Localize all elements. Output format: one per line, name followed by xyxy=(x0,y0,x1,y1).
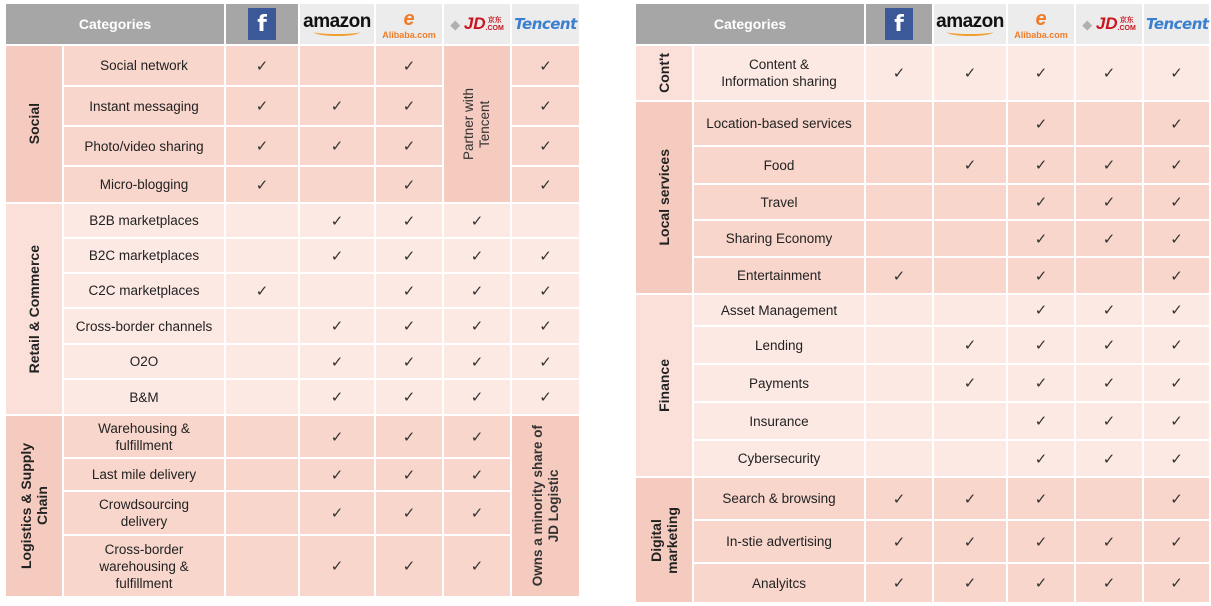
alibaba-wordmark: Alibaba.com xyxy=(382,30,436,40)
group-label: Logistics & Supply Chain xyxy=(18,442,50,569)
amazon-check: ✓ xyxy=(299,86,375,126)
tencent-check: ✓ xyxy=(511,379,580,415)
tencent-note-cell xyxy=(511,415,580,597)
jd-partner-note: Partner with Tencent xyxy=(461,87,493,161)
jd-logo-icon: JD xyxy=(463,14,486,33)
group-label: Cont't xyxy=(656,53,672,93)
jd-dog-icon: ◆ xyxy=(1082,17,1096,32)
tencent-check: ✓ xyxy=(511,308,580,344)
group-label-cell xyxy=(5,415,63,597)
facebook-check xyxy=(225,344,299,379)
category-label: Entertainment xyxy=(693,257,865,294)
amazon-check: ✓ xyxy=(933,520,1007,563)
amazon-check xyxy=(933,440,1007,477)
facebook-check xyxy=(225,458,299,491)
group-label-cell xyxy=(635,477,693,603)
table-row xyxy=(635,520,1210,563)
alibaba-check: ✓ xyxy=(1007,45,1075,101)
tencent-check xyxy=(511,203,580,238)
alibaba-check: ✓ xyxy=(375,308,443,344)
right-comparison-table xyxy=(634,2,1209,604)
jd-check: ✓ xyxy=(443,273,511,308)
group-label-cell xyxy=(635,101,693,294)
facebook-check xyxy=(865,220,933,257)
category-label: Lending xyxy=(693,326,865,364)
alibaba-check: ✓ xyxy=(375,458,443,491)
amazon-check xyxy=(933,294,1007,326)
table-row xyxy=(635,101,1210,146)
table-row xyxy=(635,477,1210,520)
group-label: Digital marketing xyxy=(648,506,680,574)
alibaba-check: ✓ xyxy=(1007,326,1075,364)
table-row xyxy=(635,364,1210,402)
alibaba-check: ✓ xyxy=(1007,477,1075,520)
table-row xyxy=(635,146,1210,184)
amazon-check: ✓ xyxy=(933,477,1007,520)
facebook-logo-icon: f xyxy=(248,8,276,40)
table-row xyxy=(635,45,1210,101)
jd-note-cell xyxy=(443,45,511,203)
category-label: Photo/video sharing xyxy=(63,126,225,166)
amazon-check: ✓ xyxy=(933,563,1007,603)
tencent-check: ✓ xyxy=(1143,563,1210,603)
alibaba-check: ✓ xyxy=(1007,440,1075,477)
tencent-check: ✓ xyxy=(1143,477,1210,520)
amazon-check: ✓ xyxy=(299,415,375,458)
category-label: Payments xyxy=(693,364,865,402)
facebook-logo-icon: f xyxy=(885,8,913,40)
category-label: Crowdsourcing delivery xyxy=(63,491,225,535)
jd-check xyxy=(1075,257,1143,294)
group-label-cell xyxy=(5,45,63,203)
facebook-check xyxy=(865,326,933,364)
jd-check: ✓ xyxy=(443,535,511,597)
facebook-check xyxy=(225,308,299,344)
facebook-check xyxy=(865,402,933,440)
alibaba-check: ✓ xyxy=(1007,364,1075,402)
amazon-check xyxy=(933,402,1007,440)
table-row xyxy=(5,203,580,238)
jd-check: ✓ xyxy=(443,203,511,238)
amazon-check: ✓ xyxy=(299,308,375,344)
group-label: Finance xyxy=(656,359,672,412)
facebook-check: ✓ xyxy=(865,563,933,603)
table-row xyxy=(635,326,1210,364)
alibaba-check: ✓ xyxy=(1007,563,1075,603)
amazon-check xyxy=(933,220,1007,257)
amazon-logo-icon: amazon xyxy=(936,10,1004,32)
jd-check: ✓ xyxy=(443,344,511,379)
tencent-check: ✓ xyxy=(511,86,580,126)
alibaba-check: ✓ xyxy=(375,535,443,597)
jd-check: ✓ xyxy=(1075,45,1143,101)
category-label: O2O xyxy=(63,344,225,379)
alibaba-check: ✓ xyxy=(1007,294,1075,326)
alibaba-check: ✓ xyxy=(1007,101,1075,146)
jd-check: ✓ xyxy=(1075,220,1143,257)
category-label: Micro-blogging xyxy=(63,166,225,203)
alibaba-header xyxy=(375,3,443,45)
tencent-check: ✓ xyxy=(1143,257,1210,294)
facebook-check: ✓ xyxy=(225,126,299,166)
alibaba-header xyxy=(1007,3,1075,45)
left-table xyxy=(4,2,581,598)
category-label: Location-based services xyxy=(693,101,865,146)
jd-check: ✓ xyxy=(1075,402,1143,440)
jd-check: ✓ xyxy=(443,379,511,415)
alibaba-check: ✓ xyxy=(1007,520,1075,563)
facebook-check xyxy=(865,294,933,326)
jd-check: ✓ xyxy=(443,491,511,535)
jd-check: ✓ xyxy=(1075,294,1143,326)
facebook-check: ✓ xyxy=(865,45,933,101)
amazon-check: ✓ xyxy=(933,364,1007,402)
facebook-check xyxy=(225,379,299,415)
group-label-cell xyxy=(635,45,693,101)
category-label: Travel xyxy=(693,184,865,220)
category-label: Asset Management xyxy=(693,294,865,326)
facebook-check xyxy=(225,415,299,458)
alibaba-check: ✓ xyxy=(1007,146,1075,184)
amazon-check xyxy=(299,273,375,308)
alibaba-check: ✓ xyxy=(375,86,443,126)
table-row xyxy=(5,344,580,379)
amazon-check: ✓ xyxy=(299,126,375,166)
jd-check: ✓ xyxy=(1075,364,1143,402)
group-label: Retail & Commerce xyxy=(26,244,42,374)
jd-subtext xyxy=(1118,17,1136,33)
table-row xyxy=(5,535,580,597)
tencent-check: ✓ xyxy=(1143,45,1210,101)
facebook-check xyxy=(225,238,299,273)
category-label: B2C marketplaces xyxy=(63,238,225,273)
header-row xyxy=(635,3,1210,45)
table-row xyxy=(635,257,1210,294)
amazon-header xyxy=(933,3,1007,45)
table-row xyxy=(635,220,1210,257)
amazon-check xyxy=(933,101,1007,146)
category-label: Food xyxy=(693,146,865,184)
category-label: B2B marketplaces xyxy=(63,203,225,238)
jd-check: ✓ xyxy=(443,238,511,273)
amazon-check: ✓ xyxy=(299,535,375,597)
facebook-check xyxy=(225,535,299,597)
tencent-check: ✓ xyxy=(511,166,580,203)
left-comparison-table xyxy=(4,2,579,598)
facebook-check: ✓ xyxy=(225,86,299,126)
group-label: Local services xyxy=(656,149,672,246)
jd-check: ✓ xyxy=(1075,563,1143,603)
table-row xyxy=(635,184,1210,220)
category-label: Cross-border warehousing & fulfillment xyxy=(63,535,225,597)
amazon-logo-icon: amazon xyxy=(303,10,371,32)
jd-check: ✓ xyxy=(1075,184,1143,220)
tencent-check: ✓ xyxy=(511,344,580,379)
amazon-check xyxy=(933,184,1007,220)
amazon-check: ✓ xyxy=(299,379,375,415)
amazon-check: ✓ xyxy=(299,491,375,535)
table-row xyxy=(635,563,1210,603)
category-label: Cross-border channels xyxy=(63,308,225,344)
table-row xyxy=(5,273,580,308)
table-row xyxy=(635,402,1210,440)
table-row xyxy=(5,45,580,86)
jd-check: ✓ xyxy=(1075,326,1143,364)
jd-check xyxy=(1075,477,1143,520)
group-label-cell xyxy=(5,203,63,415)
alibaba-check: ✓ xyxy=(1007,184,1075,220)
table-row xyxy=(635,294,1210,326)
tencent-check: ✓ xyxy=(1143,402,1210,440)
jd-check: ✓ xyxy=(1075,520,1143,563)
categories-label: Categories xyxy=(713,16,787,32)
facebook-header xyxy=(225,3,299,45)
category-label: Analyitcs xyxy=(693,563,865,603)
facebook-check xyxy=(225,203,299,238)
alibaba-check: ✓ xyxy=(1007,257,1075,294)
jd-subtext xyxy=(486,17,504,33)
amazon-check xyxy=(299,166,375,203)
jd-check: ✓ xyxy=(1075,440,1143,477)
category-label: Warehousing & fulfillment xyxy=(63,415,225,458)
alibaba-check: ✓ xyxy=(375,238,443,273)
tencent-check: ✓ xyxy=(1143,101,1210,146)
facebook-check: ✓ xyxy=(865,477,933,520)
tencent-check: ✓ xyxy=(511,273,580,308)
tencent-check: ✓ xyxy=(1143,294,1210,326)
tencent-check: ✓ xyxy=(511,238,580,273)
amazon-check: ✓ xyxy=(299,458,375,491)
alibaba-check: ✓ xyxy=(1007,220,1075,257)
alibaba-check: ✓ xyxy=(375,273,443,308)
categories-header xyxy=(635,3,865,45)
facebook-check: ✓ xyxy=(865,257,933,294)
jd-chinese-text: 京东 xyxy=(1119,17,1134,25)
alibaba-check: ✓ xyxy=(375,491,443,535)
category-label: Content & Information sharing xyxy=(693,45,865,101)
table-row xyxy=(5,238,580,273)
amazon-check: ✓ xyxy=(299,203,375,238)
tencent-check: ✓ xyxy=(1143,520,1210,563)
jd-com-text: .COM xyxy=(485,25,504,33)
jd-check: ✓ xyxy=(443,308,511,344)
table-row xyxy=(5,491,580,535)
alibaba-check: ✓ xyxy=(375,344,443,379)
jd-header xyxy=(1075,3,1143,45)
category-label: Last mile delivery xyxy=(63,458,225,491)
category-label: Social network xyxy=(63,45,225,86)
amazon-check: ✓ xyxy=(933,146,1007,184)
facebook-header xyxy=(865,3,933,45)
jd-com-text: .COM xyxy=(1117,25,1136,33)
jd-chinese-text: 京东 xyxy=(487,17,502,25)
amazon-header xyxy=(299,3,375,45)
jd-header xyxy=(443,3,511,45)
tencent-check: ✓ xyxy=(1143,184,1210,220)
facebook-check xyxy=(865,146,933,184)
facebook-check xyxy=(865,440,933,477)
tencent-check: ✓ xyxy=(1143,326,1210,364)
category-label: C2C marketplaces xyxy=(63,273,225,308)
alibaba-check: ✓ xyxy=(375,415,443,458)
table-row xyxy=(635,440,1210,477)
tencent-header xyxy=(1143,3,1210,45)
categories-label: Categories xyxy=(78,16,152,32)
alibaba-check: ✓ xyxy=(375,166,443,203)
tencent-ownership-note: Owns a minority share of JD Logistic xyxy=(529,425,561,587)
facebook-check xyxy=(865,364,933,402)
tencent-header xyxy=(511,3,580,45)
alibaba-check: ✓ xyxy=(375,379,443,415)
table-row xyxy=(5,458,580,491)
table-row xyxy=(5,415,580,458)
amazon-check: ✓ xyxy=(299,344,375,379)
table-row xyxy=(5,308,580,344)
right-table xyxy=(634,2,1211,604)
category-label: Sharing Economy xyxy=(693,220,865,257)
facebook-check: ✓ xyxy=(865,520,933,563)
tencent-check: ✓ xyxy=(1143,146,1210,184)
facebook-check: ✓ xyxy=(225,273,299,308)
tencent-check: ✓ xyxy=(1143,220,1210,257)
facebook-check xyxy=(225,491,299,535)
category-label: In-stie advertising xyxy=(693,520,865,563)
amazon-check: ✓ xyxy=(933,45,1007,101)
jd-check: ✓ xyxy=(443,458,511,491)
alibaba-logo-icon: e xyxy=(1035,8,1047,30)
facebook-check xyxy=(865,101,933,146)
alibaba-check: ✓ xyxy=(375,45,443,86)
amazon-check xyxy=(299,45,375,86)
tencent-check: ✓ xyxy=(511,126,580,166)
alibaba-check: ✓ xyxy=(1007,402,1075,440)
alibaba-logo-icon: e xyxy=(403,8,415,30)
table-row xyxy=(5,379,580,415)
tencent-logo-icon: Tencent xyxy=(514,15,577,33)
jd-check: ✓ xyxy=(1075,146,1143,184)
category-label: Search & browsing xyxy=(693,477,865,520)
jd-check: ✓ xyxy=(443,415,511,458)
category-label: Instant messaging xyxy=(63,86,225,126)
category-label: B&M xyxy=(63,379,225,415)
category-label: Cybersecurity xyxy=(693,440,865,477)
tencent-logo-icon: Tencent xyxy=(1146,15,1209,33)
jd-check xyxy=(1075,101,1143,146)
tencent-check: ✓ xyxy=(511,45,580,86)
categories-header xyxy=(5,3,225,45)
jd-dog-icon: ◆ xyxy=(450,17,464,32)
amazon-check: ✓ xyxy=(933,326,1007,364)
facebook-check: ✓ xyxy=(225,45,299,86)
alibaba-wordmark: Alibaba.com xyxy=(1014,30,1068,40)
header-row xyxy=(5,3,580,45)
jd-logo-icon: JD xyxy=(1095,14,1118,33)
amazon-check xyxy=(933,257,1007,294)
alibaba-check: ✓ xyxy=(375,203,443,238)
tencent-check: ✓ xyxy=(1143,440,1210,477)
alibaba-check: ✓ xyxy=(375,126,443,166)
category-label: Insurance xyxy=(693,402,865,440)
group-label-cell xyxy=(635,294,693,477)
group-label: Social xyxy=(26,103,42,145)
facebook-check xyxy=(865,184,933,220)
tencent-check: ✓ xyxy=(1143,364,1210,402)
facebook-check: ✓ xyxy=(225,166,299,203)
amazon-check: ✓ xyxy=(299,238,375,273)
